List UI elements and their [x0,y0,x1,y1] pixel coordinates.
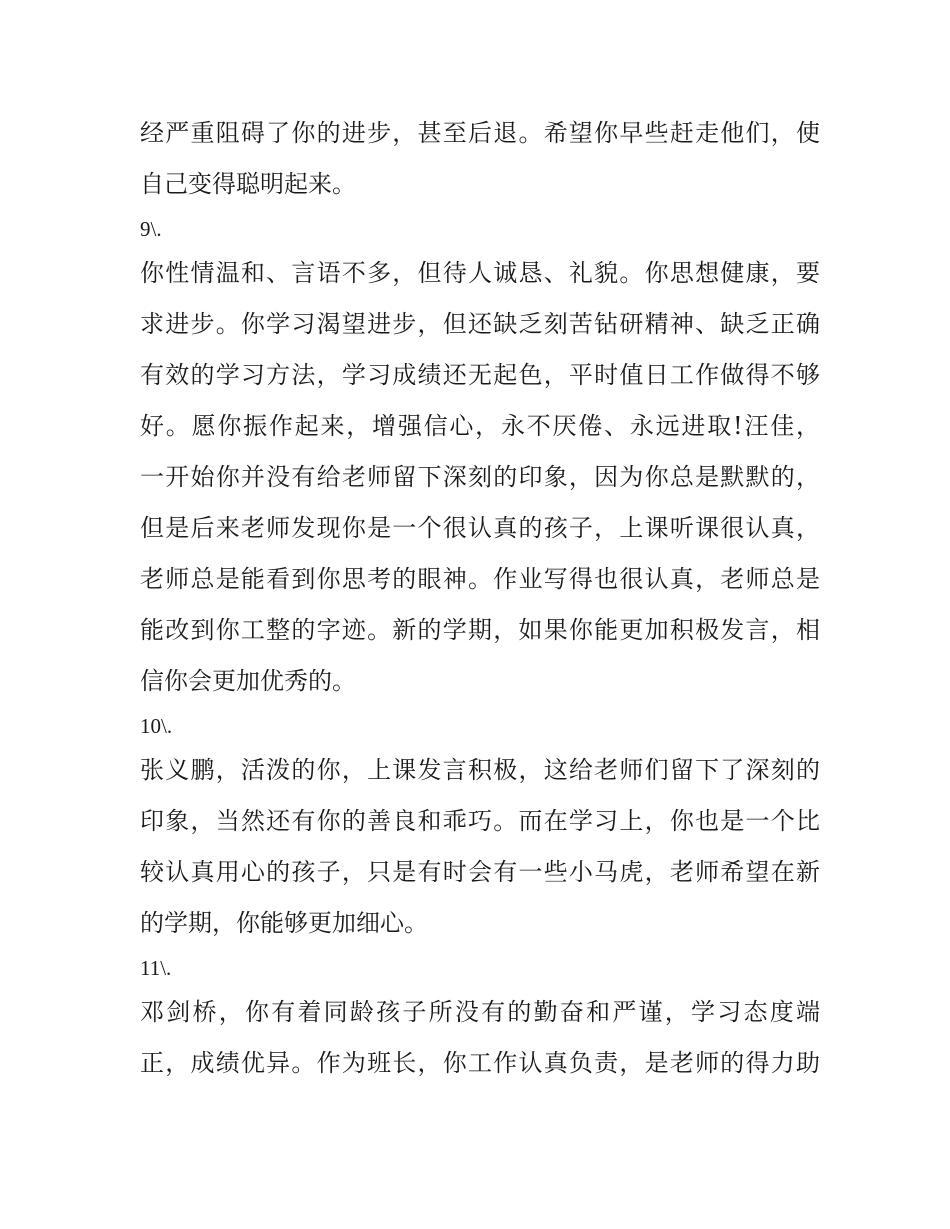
text-line: 但是后来老师发现你是一个很认真的孩子，上课听课很认真， [140,514,820,542]
text-line: 好。愿你振作起来，增强信心，永不厌倦、永远进取!汪佳， [140,412,820,440]
text-line: 印象，当然还有你的善良和乖巧。而在学习上，你也是一个比 [140,807,820,835]
item-number: 11\. [140,956,172,980]
text-line: 较认真用心的孩子，只是有时会有一些小马虎，老师希望在新 [140,858,820,886]
text-line: 老师总是能看到你思考的眼神。作业写得也很认真，老师总是 [140,565,820,593]
text-line: 自己变得聪明起来。 [140,170,356,198]
text-line: 一开始你并没有给老师留下深刻的印象，因为你总是默默的， [140,463,820,491]
text-line: 你性情温和、言语不多，但待人诚恳、礼貌。你思想健康，要 [140,259,820,287]
text-line: 正，成绩优异。作为班长，你工作认真负责，是老师的得力助 [140,1049,820,1077]
text-line: 求进步。你学习渴望进步，但还缺乏刻苦钻研精神、缺乏正确 [140,310,820,338]
text-line: 邓剑桥，你有着同龄孩子所没有的勤奋和严谨，学习态度端 [140,998,820,1026]
text-line: 能改到你工整的字迹。新的学期，如果你能更加积极发言，相 [140,616,820,644]
item-number: 9\. [140,217,162,241]
document-body [140,108,820,1089]
text-line: 信你会更加优秀的。 [140,667,356,695]
text-line: 张义鹏，活泼的你，上课发言积极，这给老师们留下了深刻的 [140,756,820,784]
text-line: 有效的学习方法，学习成绩还无起色，平时值日工作做得不够 [140,361,820,389]
item-number: 10\. [140,714,173,738]
text-line: 的学期，你能够更加细心。 [140,909,428,937]
text-line: 经严重阻碍了你的进步，甚至后退。希望你早些赶走他们，使 [140,119,820,147]
